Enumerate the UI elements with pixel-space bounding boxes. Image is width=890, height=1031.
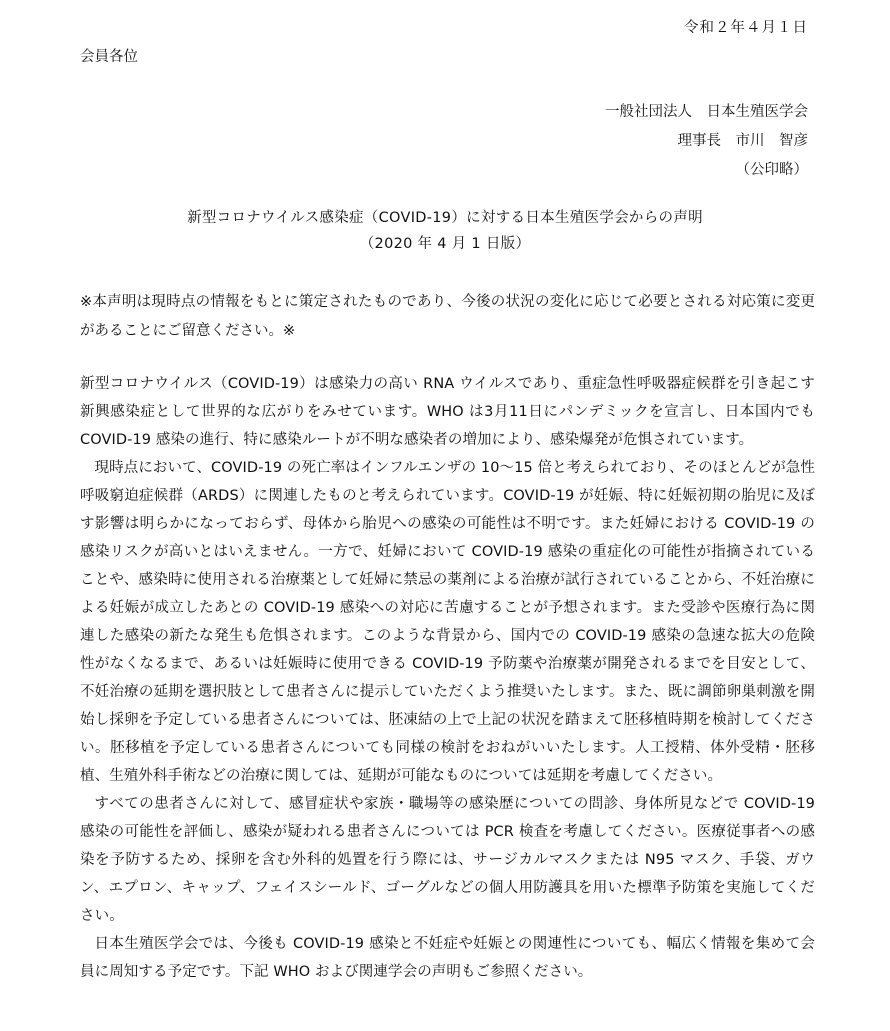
body-paragraph-4: 日本生殖医学会では、今後も COVID-19 感染と不妊症や妊娠との関連性についても、幅広く情報を集めて会員に周知する予定です。下記 WHO および関連学会の声明もご参照ください。 [80,936,815,980]
statement-body [80,370,815,986]
statement-edition: （2020 年 4 月 1 日版） [359,236,531,252]
body-paragraph-2: 現時点において、COVID-19 の死亡率はインフルエンザの 10～15 倍と考えられており、そのほとんどが急性呼吸窮迫症候群（ARDS）に関連したものと考えられています。COVID-19 が妊娠、特に妊娠初期の胎児に及ぼす影響は明らかになっておらず、母体から胎児への感染の可能性は不明です。また妊婦における COVID-19 の感染リスクが高いとはいえません。一方で、妊婦において COVID-19 感染の重症化の可能性が指摘されていることや、感染時に使用される治療薬として妊婦に禁忌の薬剤による治療が試行されていることから、不妊治療による妊娠が成立したあとの COVID-19 感染への対応に苦慮することが予想されます。また受診や医療行為に関連した感染の新たな発生も危惧されます。このような背景から、国内での COVID-19 感染の急速な拡大の危険性がなくなるまで、あるいは妊娠時に使用できる COVID-19 予防薬や治療薬が開発されるまでを目安として、不妊治療の延期を選択肢として患者さんに提示していただくよう推奨いたします。また、既に調節卵巣刺激を開始し採卵を予定している患者さんについては、胚凍結の上で上記の状況を踏まえて胚移植時期を検討してください。胚移植を予定している患者さんについても同様の検討をおねがいいたします。人工授精、体外受精・胚移植、生殖外科手術などの治療に関しては、延期が可能なものについては延期を考慮してください。 [80,460,815,784]
sender-title-name: 理事長 市川 智彦 [677,133,808,149]
body-paragraph-3: すべての患者さんに対して、感冒症状や家族・職場等の感染歴についての問診、身体所見などで COVID-19 感染の可能性を評価し、感染が疑われる患者さんについては PCR 検査を考慮してください。医療従事者への感染を予防するため、採卵を含む外科的処置を行う際には、サージカルマスクまたは N95 マスク、手袋、ガウン、エプロン、キャップ、フェイスシールド、ゴーグルなどの個人用防護具を用いた標準予防策を実施してください。 [80,796,815,924]
statement-title: 新型コロナウイルス感染症（COVID-19）に対する日本生殖医学会からの声明 [187,210,703,226]
sender-organization: 一般社団法人 日本生殖医学会 [605,104,808,120]
document-date: 令和２年４月１日 [684,20,808,36]
seal-note: （公印略） [735,162,808,178]
body-paragraph-1: 新型コロナウイルス（COVID-19）は感染力の高い RNA ウイルスであり、重症急性呼吸器症候群を引き起こす新興感染症として世界的な広がりをみせています。WHO は3月11日にパンデミックを宣言し、日本国内でも COVID-19 感染の進行、特に感染ルートが不明な感染者の増加により、感染爆発が危惧されています。 [80,376,815,448]
sender-block [605,98,808,185]
recipient-line: 会員各位 [80,49,138,65]
statement-title-block [0,205,890,257]
notice-paragraph: ※本声明は現時点の情報をもとに策定されたものであり、今後の状況の変化に応じて必要とされる対応策に変更があることにご留意ください。※ [80,294,815,339]
